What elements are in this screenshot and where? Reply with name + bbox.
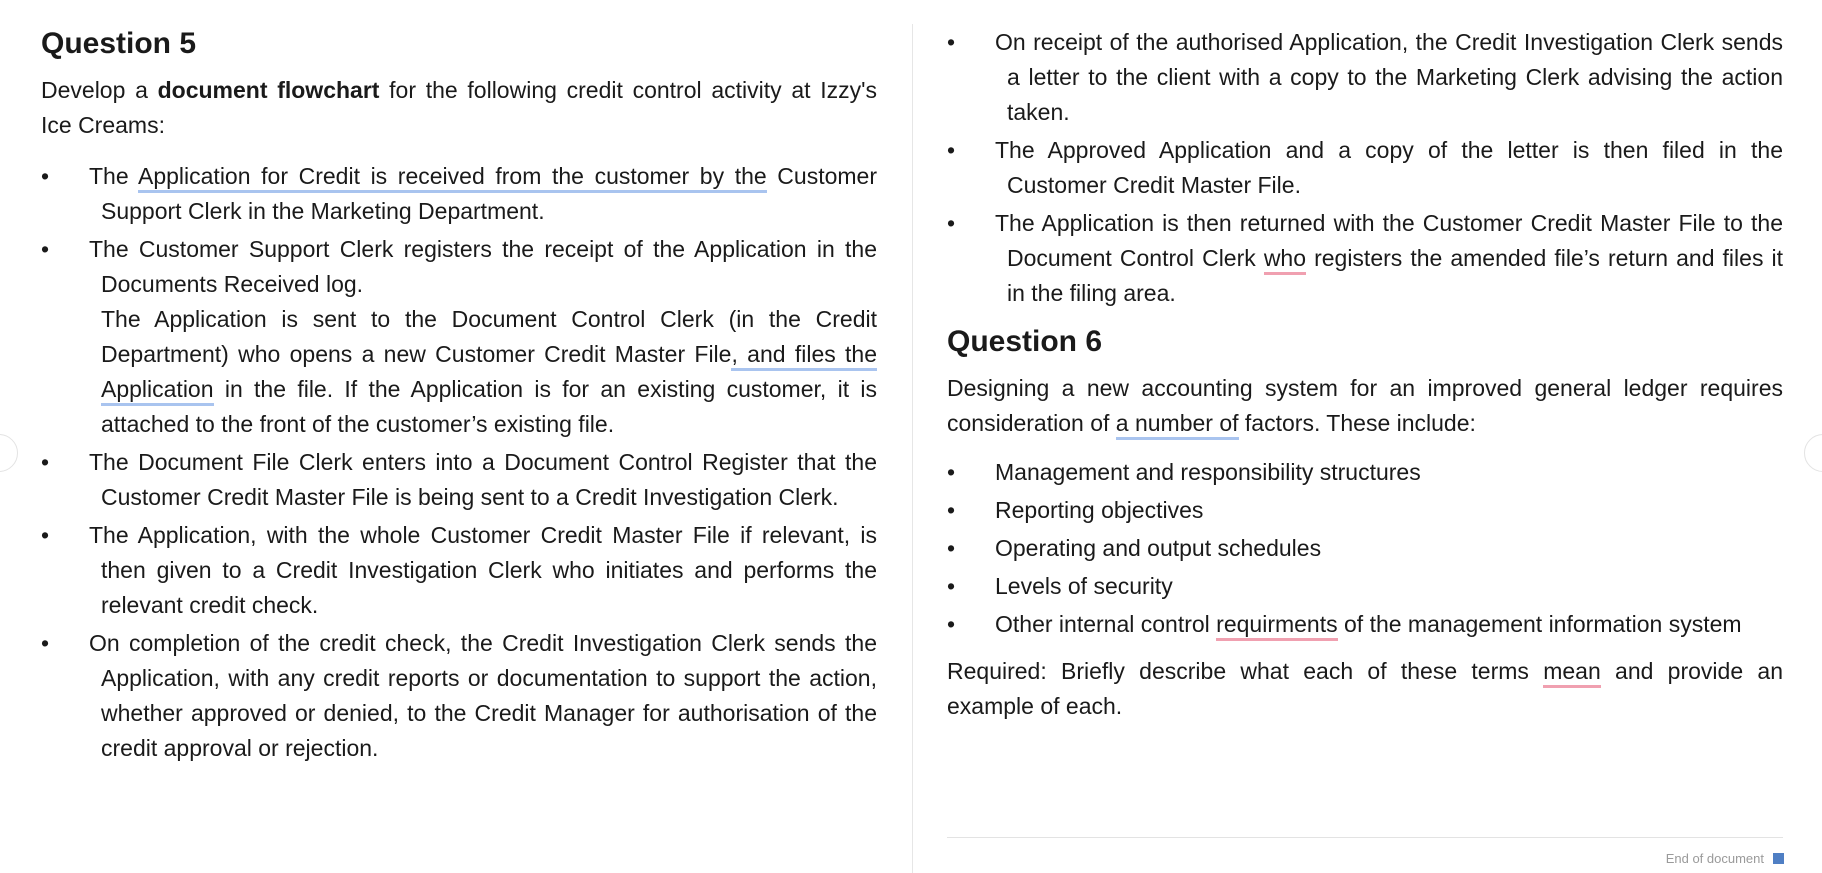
grammar-suggestion[interactable]: a number of xyxy=(1116,410,1239,440)
question-5-intro: Develop a document flowchart for the following credit control activity at Izzy's Ice Creams: xyxy=(41,77,877,138)
spelling-suggestion[interactable]: who xyxy=(1264,245,1306,275)
previous-page-arrow[interactable] xyxy=(0,434,18,472)
spelling-suggestion[interactable]: mean xyxy=(1543,658,1601,688)
list-item: • The Application is then returned with the Customer Credit Master File to the Document Control Clerk who registers the amended file’s return and files it in the filing area. xyxy=(947,210,1783,306)
end-of-document-label: End of document xyxy=(1665,851,1764,866)
grammar-suggestion[interactable]: , and files the Application xyxy=(101,341,877,406)
left-column xyxy=(41,0,877,769)
list-item: • Reporting objectives xyxy=(947,497,1204,523)
list-item: • The Application, with the whole Customer Credit Master File if relevant, is then given to a Credit Investigation Clerk who initiates and performs the relevant credit check. xyxy=(41,522,877,618)
end-of-document-icon xyxy=(1773,853,1784,864)
right-column xyxy=(947,0,1783,724)
question-5-list-continued xyxy=(947,25,1783,311)
question-5-title: Question 5 xyxy=(41,27,197,60)
list-item: • On receipt of the authorised Application, the Credit Investigation Clerk sends a letter to the client with a copy to the Marketing Clerk advising the action taken. xyxy=(947,29,1783,125)
list-item: • The Application for Credit is received from the customer by the Customer Support Clerk in the Marketing Department. xyxy=(41,163,877,224)
column-divider xyxy=(912,24,913,873)
list-item: • The Approved Application and a copy of the letter is then filed in the Customer Credit Master File. xyxy=(947,137,1783,198)
list-item-continuation: The Application is sent to the Document Control Clerk (in the Credit Department) who opens a new Customer Credit Master File, and files the Application in the file. If the Application is for an existing customer, it is attached to the front of the customer’s existing file. xyxy=(101,306,878,437)
list-item: • On completion of the credit check, the Credit Investigation Clerk sends the Application, with any credit reports or documentation to support the action, whether approved or denied, to the Credit Manager for authorisation of the credit approval or rejection. xyxy=(41,630,877,761)
spelling-suggestion[interactable]: requirments xyxy=(1216,611,1337,641)
question-6-title: Question 6 xyxy=(947,325,1103,358)
list-item: • Operating and output schedules xyxy=(947,535,1322,561)
list-item: • Management and responsibility structures xyxy=(947,459,1421,485)
question-6-list xyxy=(947,455,1783,642)
next-page-arrow[interactable] xyxy=(1804,434,1822,472)
question-6-intro: Designing a new accounting system for an improved general ledger requires consideration of a number of factors. These include: xyxy=(947,371,1783,441)
list-item: • Other internal control requirments of the management information system xyxy=(947,607,1783,642)
footer-divider xyxy=(947,837,1783,838)
document-footer xyxy=(1666,851,1784,866)
question-5-list xyxy=(41,159,877,766)
list-item: • The Customer Support Clerk registers the receipt of the Application in the Documents Received log. xyxy=(41,236,877,297)
list-item: • The Document File Clerk enters into a Document Control Register that the Customer Credit Master File is being sent to a Credit Investigation Clerk. xyxy=(41,449,877,510)
grammar-suggestion[interactable]: Application for Credit is received from the customer by the xyxy=(138,163,767,193)
list-item: • Levels of security xyxy=(947,573,1173,599)
question-6-required: Required: Briefly describe what each of these terms mean and provide an example of each. xyxy=(947,658,1783,719)
